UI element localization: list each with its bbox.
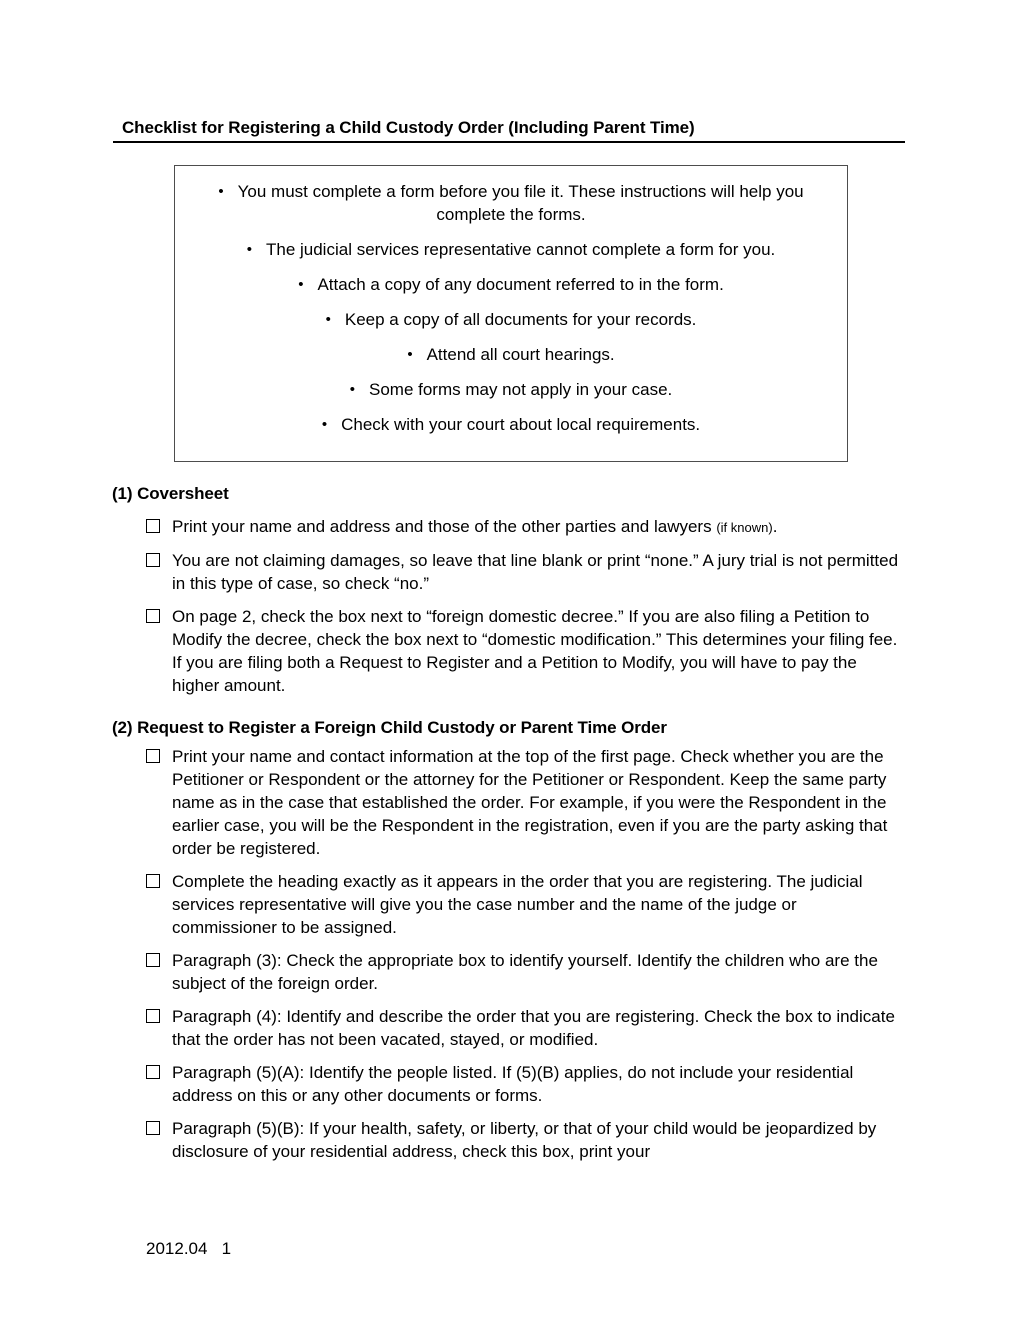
instruction-bullet-2 [189, 238, 833, 261]
checklist-item-note: (if known) [716, 520, 773, 535]
checklist-item-text: Print your name and contact information at the top of the first page. Check whether you are the Petitioner or Respondent or the attorney for the Petitioner or Respondent. Keep the same party name as in the case that established the order. For example, if you were the Respondent in the earlier case, you will be the Respondent in the registration, even if you are the party asking that order be registered. [172, 747, 888, 858]
instruction-bullet-5 [189, 343, 833, 366]
checklist-item[interactable] [146, 745, 906, 860]
checklist-item-text: Paragraph (5)(A): Identify the people listed. If (5)(B) applies, do not include your residential address on this or any other documents or forms. [172, 1063, 854, 1105]
instruction-bullet-3 [189, 273, 833, 296]
checklist-item[interactable] [146, 605, 906, 697]
checkbox-icon[interactable] [146, 1121, 160, 1135]
checklist-item-text: Paragraph (5)(B): If your health, safety, or liberty, or that of your child would be jeopardized by disclosure of your residential address, check this box, print your [172, 1119, 877, 1161]
checklist-item[interactable] [146, 1117, 906, 1163]
instruction-bullet-1 [189, 180, 833, 226]
bullet-icon: • [349, 381, 355, 398]
checkbox-icon[interactable] [146, 1009, 160, 1023]
instruction-bullet-text: You must complete a form before you file it. These instructions will help you complete the forms. [237, 182, 804, 224]
instruction-bullet-text: The judicial services representative cannot complete a form for you. [265, 240, 776, 259]
checkbox-icon[interactable] [146, 953, 160, 967]
checklist-request-to-register [146, 745, 906, 1173]
instruction-bullet-7 [189, 413, 833, 436]
bullet-icon: • [218, 183, 224, 200]
instructions-callout-box [174, 165, 848, 462]
page-title: Checklist for Registering a Child Custody Order (Including Parent Time) [122, 118, 695, 137]
instruction-bullet-text: Attach a copy of any document referred to in the form. [317, 275, 724, 294]
instruction-bullet-text: Attend all court hearings. [426, 345, 615, 364]
section-heading-request-to-register: (2) Request to Register a Foreign Child Custody or Parent Time Order [112, 718, 667, 737]
checklist-coversheet [146, 515, 906, 707]
bullet-icon: • [325, 311, 331, 328]
checklist-item-text-tail: . [772, 517, 778, 536]
checkbox-icon[interactable] [146, 1065, 160, 1079]
page-title-underline [113, 117, 905, 143]
checklist-item-text: Complete the heading exactly as it appears in the order that you are registering. The judicial services representative will give you the case number and the name of the judge or commissioner to be assigned. [172, 872, 863, 937]
instruction-bullet-text: Some forms may not apply in your case. [368, 380, 673, 399]
checklist-item-text: You are not claiming damages, so leave that line blank or print “none.” A jury trial is not permitted in this type of case, so check “no.” [172, 551, 899, 593]
checklist-item-text: Paragraph (3): Check the appropriate box to identify yourself. Identify the children who are the subject of the foreign order. [172, 951, 878, 993]
instruction-bullet-text: Keep a copy of all documents for your records. [344, 310, 697, 329]
checkbox-icon[interactable] [146, 609, 160, 623]
checklist-item[interactable] [146, 549, 906, 595]
bullet-icon: • [298, 276, 304, 293]
checklist-item-text: Print your name and address and those of the other parties and lawyers [172, 517, 717, 536]
checkbox-icon[interactable] [146, 553, 160, 567]
checkbox-icon[interactable] [146, 519, 160, 533]
checklist-item[interactable] [146, 949, 906, 995]
page-footer: 2012.04 1 [146, 1239, 232, 1258]
section-heading-coversheet: (1) Coversheet [112, 484, 229, 503]
instructions-bullet-list [189, 180, 833, 436]
bullet-icon: • [407, 346, 413, 363]
checklist-item[interactable] [146, 1061, 906, 1107]
instruction-bullet-4 [189, 308, 833, 331]
checklist-item-text: On page 2, check the box next to “foreign domestic decree.” If you are also filing a Petition to Modify the decree, check the box next to “domestic modification.” This determines your filing fee. If you are filing both a Request to Register and a Petition to Modify, you will have to pay the higher amount. [172, 607, 898, 695]
checklist-item-text: Paragraph (4): Identify and describe the order that you are registering. Check the box to indicate that the order has not been vacated, stayed, or modified. [172, 1007, 895, 1049]
checkbox-icon[interactable] [146, 874, 160, 888]
instruction-bullet-text: Check with your court about local requirements. [341, 415, 701, 434]
checklist-item[interactable] [146, 1005, 906, 1051]
bullet-icon: • [246, 241, 252, 258]
checklist-item[interactable] [146, 515, 906, 539]
checklist-item[interactable] [146, 870, 906, 939]
checkbox-icon[interactable] [146, 749, 160, 763]
instruction-bullet-6 [189, 378, 833, 401]
bullet-icon: • [321, 416, 328, 433]
